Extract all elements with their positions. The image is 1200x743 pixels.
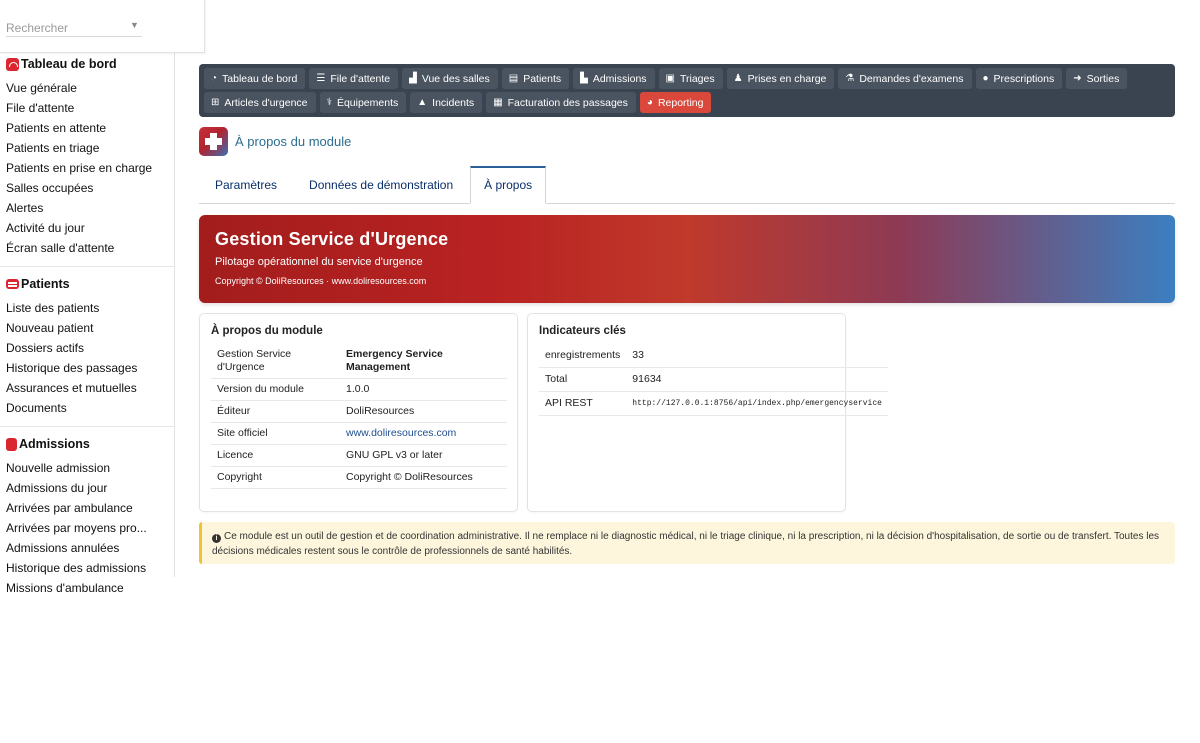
table-row bbox=[211, 445, 507, 467]
banner-subtitle: Pilotage opérationnel du service d'urgence bbox=[215, 256, 423, 268]
warning-icon: ▲ bbox=[417, 97, 428, 108]
page-title: À propos du module bbox=[235, 134, 352, 149]
book-icon: ▙ bbox=[580, 73, 588, 84]
sidebar-item-file-attente[interactable]: File d'attente bbox=[6, 101, 75, 115]
nav-prises-en-charge[interactable] bbox=[727, 68, 835, 89]
sitemap-icon: ⊞ bbox=[211, 97, 220, 108]
search-box bbox=[0, 0, 205, 53]
indicators-card bbox=[527, 313, 882, 512]
disclaimer-notice bbox=[199, 522, 1175, 564]
nav-file-attente[interactable] bbox=[309, 68, 398, 89]
sidebar bbox=[0, 0, 175, 595]
about-card bbox=[199, 313, 518, 512]
nav-label: Admissions bbox=[592, 72, 647, 85]
flask-icon: ⚗ bbox=[845, 73, 855, 84]
table-row bbox=[539, 368, 888, 392]
banner-title: Gestion Service d'Urgence bbox=[215, 229, 449, 249]
sidebar-item-salles-occupees[interactable]: Salles occupées bbox=[6, 181, 94, 195]
top-navbar bbox=[199, 64, 1175, 117]
table-row bbox=[539, 344, 888, 368]
nav-label: Tableau de bord bbox=[222, 72, 298, 85]
banner-copyright: Copyright © DoliResources · www.doliresources.com bbox=[215, 276, 427, 286]
indicator-key: enregistrements bbox=[539, 344, 626, 368]
tab-parametres[interactable]: Paramètres bbox=[215, 178, 278, 192]
indicators-table bbox=[539, 344, 888, 416]
nav-label: Vue des salles bbox=[421, 72, 490, 85]
api-url: http://127.0.0.1:8756/api/index.php/emergencyservice bbox=[626, 392, 888, 416]
nav-vue-des-salles[interactable] bbox=[402, 68, 498, 89]
sidebar-item-arrivees-moyens-propres[interactable]: Arrivées par moyens pro... bbox=[6, 521, 147, 535]
navbar-row-2 bbox=[204, 92, 1175, 113]
sidebar-section-patients bbox=[0, 275, 175, 427]
sidebar-item-nouveau-patient[interactable]: Nouveau patient bbox=[6, 321, 94, 335]
sidebar-section-title[interactable] bbox=[0, 435, 175, 453]
nav-label: Triages bbox=[679, 72, 715, 85]
nav-reporting[interactable] bbox=[640, 92, 712, 113]
sidebar-item-liste-patients[interactable]: Liste des patients bbox=[6, 301, 100, 315]
nav-label: Incidents bbox=[432, 96, 475, 109]
sidebar-item-patients-prise-en-charge[interactable]: Patients en prise en charge bbox=[6, 161, 153, 175]
indicator-value: 33 bbox=[626, 344, 888, 368]
sidebar-section-label: Patients bbox=[21, 277, 70, 291]
indicator-value: 91634 bbox=[626, 368, 888, 392]
dashboard-icon bbox=[6, 58, 19, 71]
table-row bbox=[211, 379, 507, 401]
sidebar-section-admissions bbox=[0, 435, 175, 606]
table-row bbox=[211, 467, 507, 489]
id-card-icon: ▤ bbox=[508, 73, 519, 84]
stethoscope-icon: ⚕ bbox=[326, 97, 332, 108]
nav-tableau-de-bord[interactable] bbox=[204, 68, 305, 89]
sidebar-item-ecran-salle-attente[interactable]: Écran salle d'attente bbox=[6, 241, 115, 255]
sidebar-section-title[interactable] bbox=[0, 55, 175, 73]
nav-label: File d'attente bbox=[330, 72, 391, 85]
table-row bbox=[211, 401, 507, 423]
table-row bbox=[539, 392, 888, 416]
nav-prescriptions[interactable] bbox=[976, 68, 1063, 89]
about-key: Site officiel bbox=[211, 423, 340, 445]
about-table bbox=[211, 344, 507, 489]
sidebar-item-alertes[interactable]: Alertes bbox=[6, 201, 44, 215]
nav-patients[interactable] bbox=[502, 68, 569, 89]
about-value: DoliResources bbox=[340, 401, 507, 423]
nav-label: Reporting bbox=[657, 96, 704, 109]
about-key: Copyright bbox=[211, 467, 340, 489]
sidebar-item-admissions-annulees[interactable]: Admissions annulées bbox=[6, 541, 120, 555]
tab-bar bbox=[199, 166, 1175, 204]
sign-out-icon: ➜ bbox=[1073, 73, 1082, 84]
notice-text: Ce module est un outil de gestion et de coordination administrative. Il ne remplace ni le diagnostic médical, ni le triage clinique, ni la prescription, ni la décision d'hospitalisation, de sortie ou de transfert. Toutes les décisions médicales restent sous le contrôle de professionnels de santé habilités. bbox=[212, 531, 1160, 557]
list-icon: ☰ bbox=[316, 73, 326, 84]
nav-label: Articles d'urgence bbox=[224, 96, 308, 109]
nav-sorties[interactable] bbox=[1066, 68, 1127, 89]
nav-admissions[interactable] bbox=[573, 68, 654, 89]
about-key: Éditeur bbox=[211, 401, 340, 423]
nav-label: Facturation des passages bbox=[507, 96, 628, 109]
nav-label: Prises en charge bbox=[747, 72, 827, 85]
bed-icon: ▟ bbox=[409, 73, 417, 84]
page-header bbox=[199, 127, 351, 156]
about-card-title: À propos du module bbox=[211, 325, 323, 337]
nav-label: Patients bbox=[523, 72, 562, 85]
navbar-row-1 bbox=[204, 68, 1175, 89]
about-value: 1.0.0 bbox=[340, 379, 507, 401]
table-row bbox=[211, 423, 507, 445]
indicator-key: Total bbox=[539, 368, 626, 392]
sidebar-item-patients-en-attente[interactable]: Patients en attente bbox=[6, 121, 107, 135]
nav-articles-urgence[interactable] bbox=[204, 92, 316, 113]
search-input[interactable] bbox=[6, 19, 142, 37]
info-icon: i bbox=[212, 534, 221, 543]
about-key: Gestion Service d'Urgence bbox=[211, 344, 340, 379]
nav-label: Demandes d'examens bbox=[859, 72, 964, 85]
official-site-link[interactable]: www.doliresources.com bbox=[340, 423, 507, 445]
sidebar-item-vue-generale[interactable]: Vue générale bbox=[6, 81, 77, 95]
nav-demandes-examens[interactable] bbox=[838, 68, 971, 89]
medical-cross-icon bbox=[199, 127, 228, 156]
sidebar-item-dossiers-actifs[interactable]: Dossiers actifs bbox=[6, 341, 85, 355]
sidebar-menu bbox=[0, 55, 175, 614]
sidebar-item-historique-admissions[interactable]: Historique des admissions bbox=[6, 561, 147, 575]
sidebar-item-documents[interactable]: Documents bbox=[6, 401, 67, 415]
nav-facturation-passages[interactable] bbox=[486, 92, 636, 113]
about-value: GNU GPL v3 or later bbox=[340, 445, 507, 467]
book-icon bbox=[6, 438, 17, 451]
about-key: Version du module bbox=[211, 379, 340, 401]
user-doctor-icon: ♟ bbox=[733, 73, 743, 84]
sidebar-item-activite-du-jour[interactable]: Activité du jour bbox=[6, 221, 85, 235]
dashboard-icon: ◔ bbox=[211, 73, 218, 84]
sidebar-item-admissions-du-jour[interactable]: Admissions du jour bbox=[6, 481, 108, 495]
pie-chart-icon: ◕ bbox=[646, 97, 653, 108]
clipboard-icon: ▣ bbox=[665, 73, 675, 84]
invoice-icon: ▦ bbox=[493, 97, 503, 108]
sidebar-item-missions-ambulance[interactable]: Missions d'ambulance bbox=[6, 581, 124, 595]
sidebar-item-historique-passages[interactable]: Historique des passages bbox=[6, 361, 138, 375]
table-row bbox=[211, 344, 507, 379]
sidebar-item-nouvelle-admission[interactable]: Nouvelle admission bbox=[6, 461, 111, 475]
nav-incidents[interactable] bbox=[410, 92, 482, 113]
id-card-icon bbox=[6, 279, 19, 289]
nav-label: Sorties bbox=[1086, 72, 1120, 85]
module-banner bbox=[199, 215, 1175, 303]
about-value: Emergency Service Management bbox=[340, 344, 507, 379]
nav-triages[interactable] bbox=[659, 68, 723, 89]
nav-label: Prescriptions bbox=[993, 72, 1055, 85]
about-value: Copyright © DoliResources bbox=[340, 467, 507, 489]
about-key: Licence bbox=[211, 445, 340, 467]
tab-a-propos[interactable]: À propos bbox=[470, 166, 546, 204]
indicator-key: API REST bbox=[539, 392, 626, 416]
tab-donnees-demonstration[interactable]: Données de démonstration bbox=[309, 178, 454, 192]
sidebar-section-dashboard bbox=[0, 55, 175, 267]
pills-icon: ● bbox=[982, 73, 989, 84]
sidebar-item-assurances[interactable]: Assurances et mutuelles bbox=[6, 381, 137, 395]
sidebar-section-label: Tableau de bord bbox=[21, 57, 117, 71]
indicators-card-title: Indicateurs clés bbox=[539, 325, 626, 337]
nav-equipements[interactable] bbox=[320, 92, 407, 113]
sidebar-section-title[interactable] bbox=[0, 275, 175, 293]
sidebar-item-patients-en-triage[interactable]: Patients en triage bbox=[6, 141, 100, 155]
sidebar-item-arrivees-ambulance[interactable]: Arrivées par ambulance bbox=[6, 501, 133, 515]
sidebar-section-label: Admissions bbox=[19, 437, 90, 451]
chevron-down-icon[interactable]: ▼ bbox=[130, 20, 139, 30]
nav-label: Équipements bbox=[336, 96, 399, 109]
